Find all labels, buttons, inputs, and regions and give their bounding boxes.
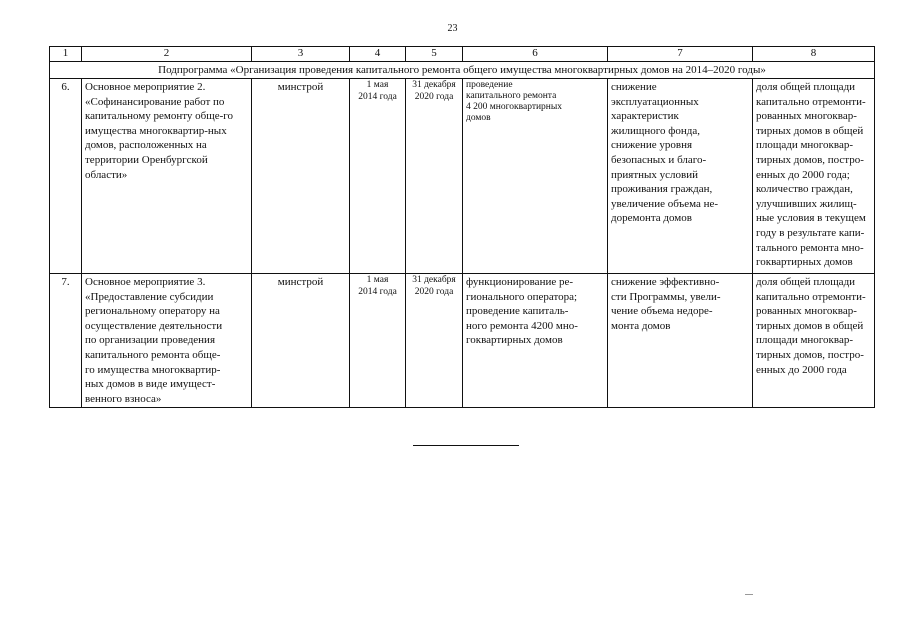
activity-name: Основное мероприятие 2. «Софинансирование работ по капитальному ремонту обще-го имущества многоквартир-ных домов, расположенных на территории Оренбургской области»	[82, 79, 252, 274]
table-row	[50, 79, 875, 274]
row-number: 6.	[50, 79, 82, 274]
non-implementation-consequence: снижение эксплуатационных характеристик жилищного фонда, снижение уровня безопасных и благо- приятных условий проживания граждан, увеличение объема не- доремонта домов	[608, 79, 753, 274]
page-number: 23	[447, 23, 458, 34]
column-header: 7	[608, 47, 753, 62]
executor: минстрой	[252, 274, 350, 408]
non-implementation-consequence: снижение эффективно- сти Программы, увели- чение объема недоре- монта домов	[608, 274, 753, 408]
start-date: 1 мая 2014 года	[350, 79, 406, 274]
column-header: 5	[406, 47, 463, 62]
indicator-link: доля общей площади капитально отремонти- рованных многоквар- тирных домов в общей площади многоквар- тирных домов, постро- енных до 2000 года	[753, 274, 875, 408]
expected-result: проведение капитального ремонта 4 200 многоквартирных домов	[463, 79, 608, 274]
executor: минстрой	[252, 79, 350, 274]
expected-result: функционирование ре- гионального оператора; проведение капиталь- ного ремонта 4200 мно- гоквартирных домов	[463, 274, 608, 408]
end-date: 31 декабря 2020 года	[406, 274, 463, 408]
subprogram-row	[50, 62, 875, 79]
start-date: 1 мая 2014 года	[350, 274, 406, 408]
footnote-divider	[413, 445, 519, 446]
column-header: 1	[50, 47, 82, 62]
column-header: 3	[252, 47, 350, 62]
activity-name: Основное мероприятие 3. «Предоставление субсидии региональному оператору на осуществление деятельности по организации проведения капитального ремонта обще- го имущества многоквартир- ных домов в виде имущест- венного взноса»	[82, 274, 252, 408]
column-header: 8	[753, 47, 875, 62]
table-row	[50, 274, 875, 408]
end-date: 31 декабря 2020 года	[406, 79, 463, 274]
subprogram-title: Подпрограмма «Организация проведения капитального ремонта общего имущества многоквартирных домов на 2014–2020 годы»	[50, 62, 875, 79]
column-header: 4	[350, 47, 406, 62]
scan-mark	[745, 594, 753, 595]
column-header: 2	[82, 47, 252, 62]
row-number: 7.	[50, 274, 82, 408]
column-number-row	[50, 47, 875, 62]
activities-table	[49, 46, 875, 408]
column-header: 6	[463, 47, 608, 62]
indicator-link: доля общей площади капитально отремонти- рованных многоквар- тирных домов в общей площади многоквар- тирных домов, постро- енных до 2000 года; количество граждан, улучшивших жилищ- ные условия в текущем году в результате капи- тального ремонта мно- гоквартирных домов	[753, 79, 875, 274]
